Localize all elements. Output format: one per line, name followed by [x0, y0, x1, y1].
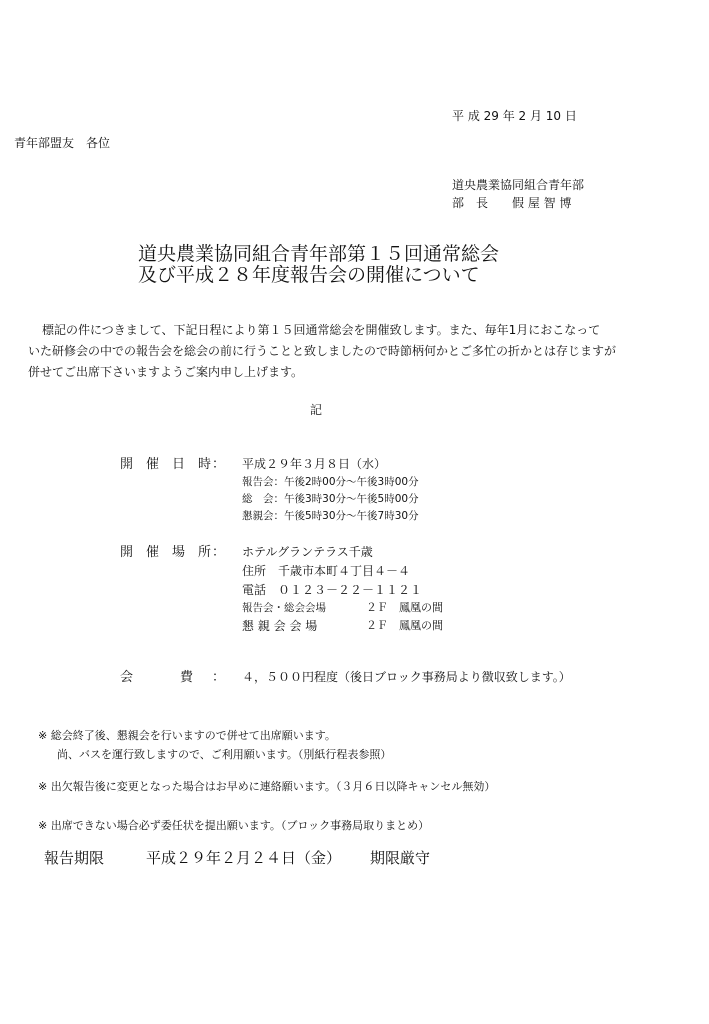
room-1-label: 報告会・総会会場	[242, 602, 326, 614]
note-2: ※ 出欠報告後に変更となった場合はお早めに連絡願います。（３月６日以降キャンセル無効）	[38, 780, 496, 793]
venue-label: 開 催 場 所	[120, 545, 212, 560]
schedule-label: 開 催 日 時	[120, 457, 212, 472]
title-line-2: 及び平成２８年度報告会の開催について	[138, 264, 480, 286]
fee-label-b: 費	[180, 670, 194, 685]
body-line-2: いた研修会の中での報告会を総会の前に行うことと致しましたので時節柄何かとご多忙の折かとは存じますが	[28, 344, 617, 358]
schedule-item-general-meeting: 総 会：午後3時30分～午後5時00分	[242, 493, 419, 505]
fee-value: ４，５００円程度（後日ブロック事務局より徴収致します。）	[242, 670, 571, 684]
body-line-3: 併せてご出席下さいますようご案内申し上げます。	[28, 365, 304, 379]
note-1-line-2: 尚、バスを運行致しますので、ご利用願います。（別紙行程表参照）	[57, 748, 392, 761]
room-1-floor: ２Ｆ 鳳凰の間	[366, 601, 443, 614]
note-3: ※ 出席できない場合必ず委任状を提出願います。（ブロック事務局取りまとめ）	[38, 819, 430, 832]
ki-heading: 記	[310, 403, 323, 417]
schedule-date: 平成２９年３月８日（水）	[242, 457, 387, 471]
deadline-strict: 期限厳守	[370, 849, 431, 867]
note-1-line-1: ※ 総会終了後、懇親会を行いますので併せて出席願います。	[38, 729, 336, 742]
schedule-item-social: 懇親会：午後5時30分～午後7時30分	[242, 510, 419, 522]
room-2-floor: ２Ｆ 鳳凰の間	[366, 619, 443, 632]
schedule-item-report: 報告会：午後2時00分～午後3時00分	[242, 476, 419, 488]
venue-phone: 電話 ０１２３－２２－１１２１	[242, 583, 423, 597]
deadline-label: 報告期限	[44, 849, 105, 867]
addressee: 青年部盟友 各位	[14, 136, 111, 150]
document-date: 平 成 29 年 2 月 10 日	[452, 109, 577, 123]
room-2-label: 懇 親 会 会 場	[242, 619, 318, 633]
deadline-date: 平成２９年２月２４日（金）	[146, 849, 342, 867]
body-line-1: 標記の件につきまして、下記日程により第１５回通常総会を開催致します。また、毎年1月におこなって	[42, 323, 601, 337]
schedule-colon: ：	[212, 457, 226, 472]
venue-address: 住所 千歳市本町４丁目４－４	[242, 564, 411, 578]
fee-label-a: 会	[120, 670, 134, 685]
sender-name: 部 長 假 屋 智 博	[452, 196, 572, 210]
venue-colon: ：	[212, 545, 226, 560]
venue-name: ホテルグランテラス千歳	[242, 545, 373, 559]
title-line-1: 道央農業協同組合青年部第１５回通常総会	[138, 243, 500, 265]
fee-colon: ：	[212, 670, 226, 685]
sender-organization: 道央農業協同組合青年部	[452, 178, 585, 192]
